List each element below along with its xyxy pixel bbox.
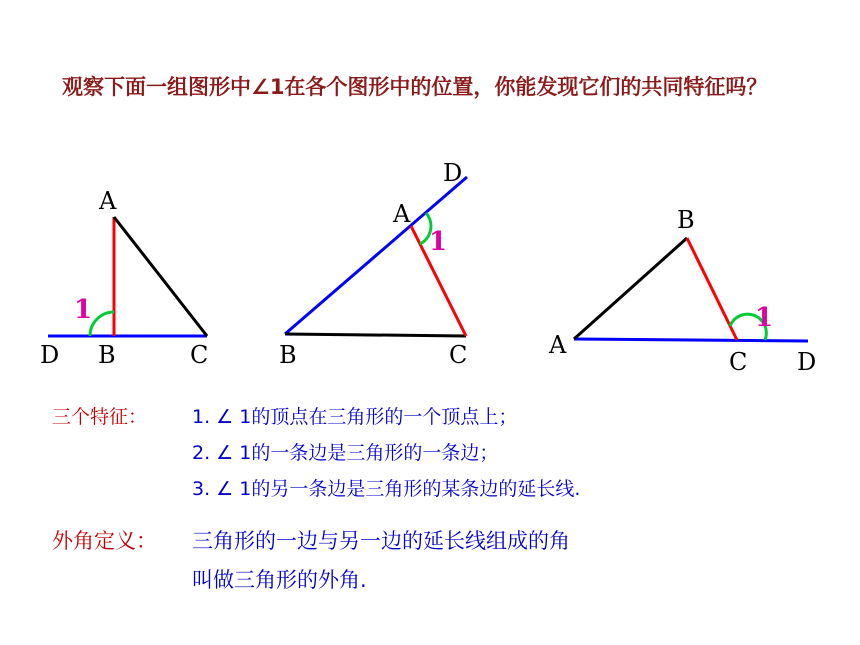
figure-1-label-b: B [98,341,116,369]
feature-item-2: 2. ∠ 1的一条边是三角形的一条边； [192,442,499,464]
figure-2-angle-label: 1 [429,227,448,257]
question-text: 观察下面一组图形中∠1在各个图形中的位置，你能发现它们的共同特征吗？ [62,75,768,99]
figure-3-label-d: D [797,348,817,376]
figure-1-label-a: A [99,187,117,215]
figure-3-side-ab [574,238,687,339]
figure-1-side-ac [114,217,207,336]
figure-2-label-d: D [443,159,463,187]
definition-line-2: 叫做三角形的外角. [192,568,367,592]
figure-2-label-c: C [449,341,468,369]
figure-2-side-bc [285,334,466,336]
figure-1-angle-arc [90,312,114,336]
figure-3-label-a: A [549,331,567,359]
figure-2 [279,159,467,369]
feature-item-1: 1. ∠ 1的顶点在三角形的一个顶点上； [192,406,518,428]
figure-2-label-b: B [279,341,297,369]
definition-label: 外角定义： [52,529,157,553]
figure-3-label-b: B [677,206,695,234]
features-label: 三个特征： [52,406,148,428]
figure-3 [548,206,816,376]
figure-3-label-c: C [729,348,748,376]
figure-2-label-a: A [393,200,411,228]
figure-1-label-c: C [190,341,209,369]
figure-1-angle-label: 1 [74,295,93,325]
figure-3-angle-label: 1 [755,303,774,333]
figure-1-label-d: D [40,341,60,369]
figures-diagram [0,150,860,380]
definition-line-1: 三角形的一边与另一边的延长线组成的角 [192,529,570,553]
figure-3-line-ad [574,339,808,341]
feature-item-3: 3. ∠ 1的另一条边是三角形的某条边的延长线. [192,478,581,500]
figure-1 [40,187,208,369]
